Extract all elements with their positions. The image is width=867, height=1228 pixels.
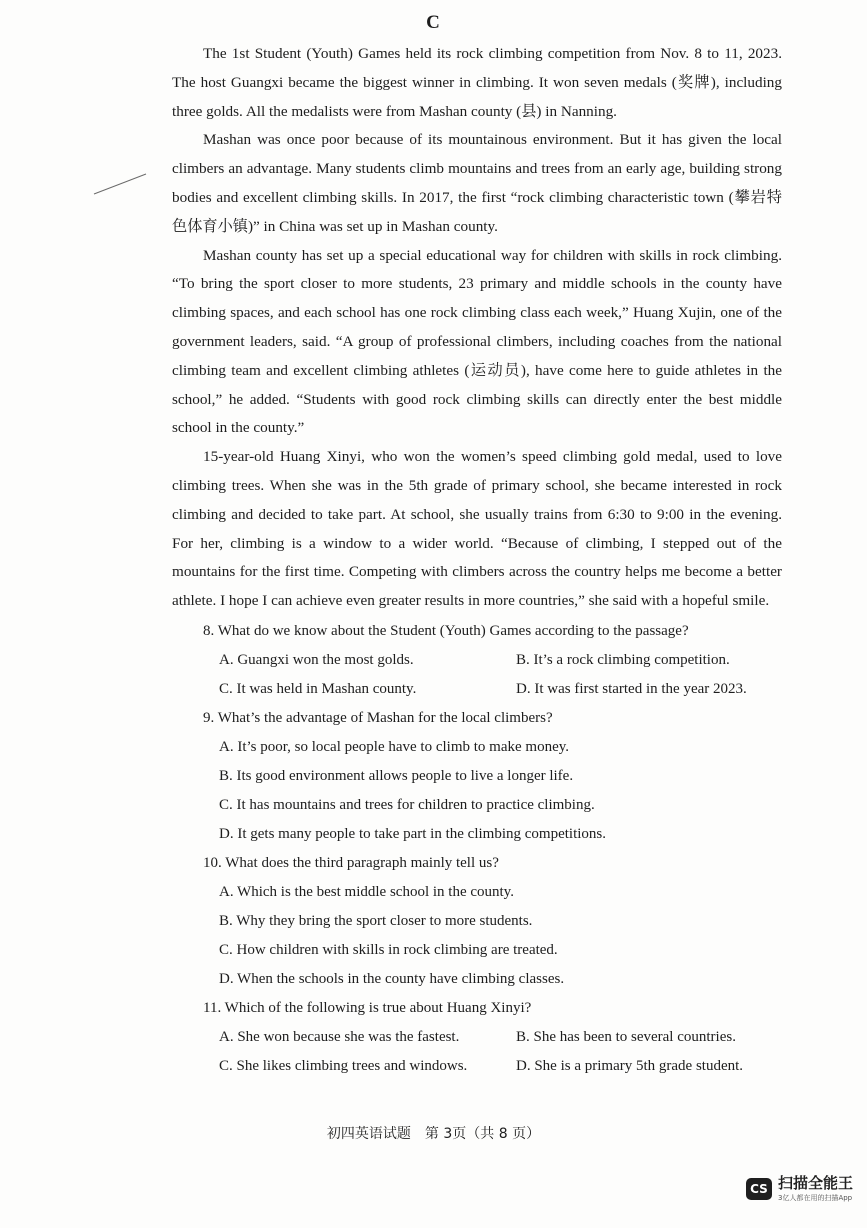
- option-row: [172, 1052, 782, 1081]
- option-d: D. It was first started in the year 2023.: [516, 681, 747, 697]
- section-letter: C: [426, 12, 441, 33]
- pen-stroke-mark: [92, 172, 148, 196]
- passage-paragraph-4: 15-year-old Huang Xinyi, who won the women’s speed climbing gold medal, used to love climbing trees. When she was in the 5th grade of primary school, she became interested in rock climbing and decided to take part. At school, she usually trains from 6:30 to 9:00 in the evening. For her, climbing is a window to a wider world. “Because of climbing, I stepped out of the mountains for the first time. Competing with climbers across the country helps me become a better athlete. I hope I can achieve even greater results in more countries,” she said with a hopeful smile.: [172, 448, 782, 610]
- option-row: [172, 1023, 782, 1052]
- passage-paragraph-2: Mashan was once poor because of its mountainous environment. But it has given the local climbers an advantage. Many students climb mountains and trees from an early age, building strong bodies and excellent climbing skills. In 2017, the first “rock climbing characteristic town (攀岩特色体育小镇)” in China was set up in Mashan county.: [172, 131, 782, 235]
- option-a: A. She won because she was the fastest.: [219, 1029, 460, 1045]
- passage-paragraph-1: The 1st Student (Youth) Games held its rock climbing competition from Nov. 8 to 11, 2023. The host Guangxi became the biggest winner in climbing. It won seven medals (奖牌), including three golds. All the medalists were from Mashan county (县) in Nanning.: [172, 45, 782, 120]
- option-b: B. It’s a rock climbing competition.: [516, 652, 730, 668]
- passage-paragraph-3: Mashan county has set up a special educational way for children with skills in rock climbing. “To bring the sport closer to more students, 23 primary and middle schools in the county have climbing spaces, and each school has one rock climbing class each week,” Huang Xujin, one of the government leaders, said. “A group of professional climbers, including coaches from the national climbing team and excellent climbing athletes (运动员), have come here to guide athletes in the school,” he added. “Students with good rock climbing skills can directly enter the best middle school in the county.”: [172, 246, 782, 437]
- option-d: D. When the schools in the county have climbing classes.: [219, 971, 565, 987]
- option-c: C. She likes climbing trees and windows.: [219, 1058, 468, 1074]
- option-b: B. She has been to several countries.: [516, 1029, 736, 1045]
- question-8: [172, 617, 782, 704]
- watermark-title: 扫描全能王: [777, 1174, 853, 1192]
- option-a: A. It’s poor, so local people have to climb to make money.: [219, 739, 570, 755]
- question-list: [172, 617, 782, 1081]
- option-c: C. It has mountains and trees for children to practice climbing.: [219, 797, 595, 813]
- option-b: B. Its good environment allows people to live a longer life.: [219, 768, 574, 784]
- option-row: [172, 646, 782, 675]
- camscanner-logo-icon: CS: [746, 1178, 772, 1200]
- option-d: D. She is a primary 5th grade student.: [516, 1058, 744, 1074]
- option-row: [172, 675, 782, 704]
- option-a: A. Guangxi won the most golds.: [219, 652, 414, 668]
- option-c: C. How children with skills in rock climbing are treated.: [219, 942, 558, 958]
- scanner-watermark: [746, 1176, 853, 1202]
- question-stem: 8. What do we know about the Student (Youth) Games according to the passage?: [203, 623, 689, 639]
- watermark-text: [778, 1176, 853, 1202]
- question-stem: 11. Which of the following is true about Huang Xinyi?: [203, 1000, 532, 1016]
- question-stem: 10. What does the third paragraph mainly tell us?: [203, 855, 499, 871]
- option-b: B. Why they bring the sport closer to more students.: [219, 913, 533, 929]
- watermark-subtitle: 3亿人都在用的扫描App: [777, 1194, 853, 1202]
- question-11: [172, 994, 782, 1081]
- option-a: A. Which is the best middle school in the county.: [219, 884, 514, 900]
- question-10: [172, 849, 782, 994]
- page-footer: 初四英语试题 第 3页（共 8 页）: [326, 1126, 541, 1142]
- reading-passage: [172, 40, 782, 616]
- question-9: [172, 704, 782, 849]
- question-stem: 9. What’s the advantage of Mashan for the local climbers?: [203, 710, 553, 726]
- option-d: D. It gets many people to take part in the climbing competitions.: [219, 826, 606, 842]
- option-c: C. It was held in Mashan county.: [219, 681, 417, 697]
